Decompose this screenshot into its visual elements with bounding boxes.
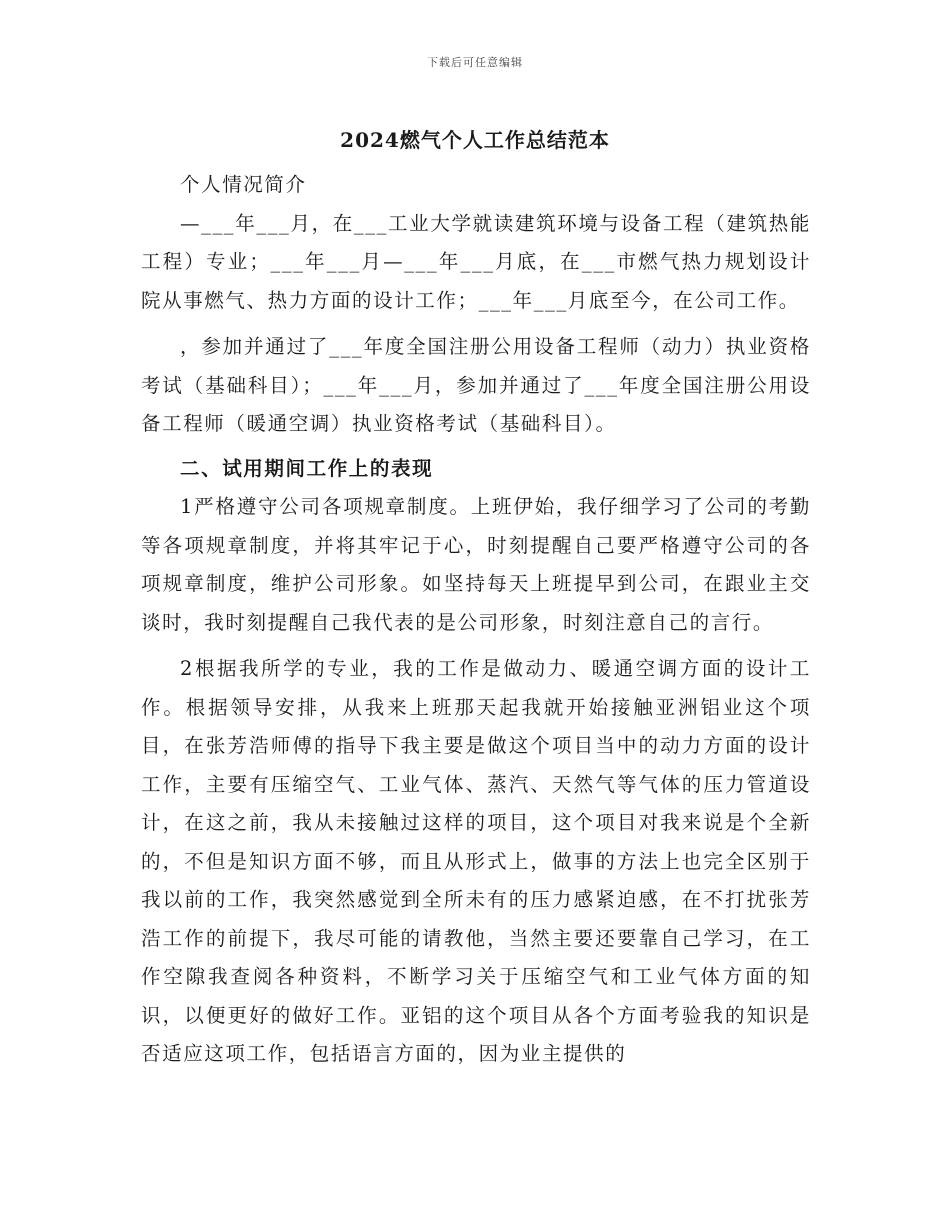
document-title: 2024燃气个人工作总结范本 [340,128,610,152]
paragraph-education: —___年___月，在___工业大学就读建筑环境与设备工程（建筑热能工程）专业；___年___月—___年___月底，在___市燃气热力规划设计院从事燃气、热力方面的设计工作；___年___月底至今，在公司工作。 [141,211,811,312]
intro-heading: 个人情况简介 [180,173,307,196]
section-heading-trial-performance: 二、试用期间工作上的表现 [180,456,434,480]
paragraph-design-work: 2根据我所学的专业，我的工作是做动力、暖通空调方面的设计工作。根据领导安排，从我来上班那天起我就开始接触亚洲铝业这个项目，在张芳浩师傅的指导下我主要是做这个项目当中的动力方面的设计工作，主要有压缩空气、工业气体、蒸汽、天然气等气体的压力管道设计，在这之前，我从未接触过这样的项目，这个项目对我来说是个全新的，不但是知识方面不够，而且从形式上，做事的方法上也完全区别于我以前的工作，我突然感觉到全所未有的压力感紧迫感，在不打扰张芳浩工作的前提下，我尽可能的请教他，当然主要还要靠自己学习，在工作空隙我查阅各种资料，不断学习关于压缩空气和工业气体方面的知识，以便更好的做好工作。亚铝的这个项目从各个方面考验我的知识是否适应这项工作，包括语言方面的，因为业主提供的 [141,657,811,1065]
paragraph-exams: ，参加并通过了___年度全国注册公用设备工程师（动力）执业资格考试（基础科目）；___年___月，参加并通过了___年度全国注册公用设备工程师（暖通空调）执业资格考试（基础科目）。 [141,335,811,435]
header-note: 下载后可任意编辑 [427,56,523,69]
paragraph-rules: 1严格遵守公司各项规章制度。上班伊始，我仔细学习了公司的考勤等各项规章制度，并将其牢记于心，时刻提醒自己要严格遵守公司的各项规章制度，维护公司形象。如坚持每天上班提早到公司，在跟业主交谈时，我时刻提醒自己我代表的是公司形象，时刻注意自己的言行。 [141,495,811,634]
document-body [141,166,811,1074]
